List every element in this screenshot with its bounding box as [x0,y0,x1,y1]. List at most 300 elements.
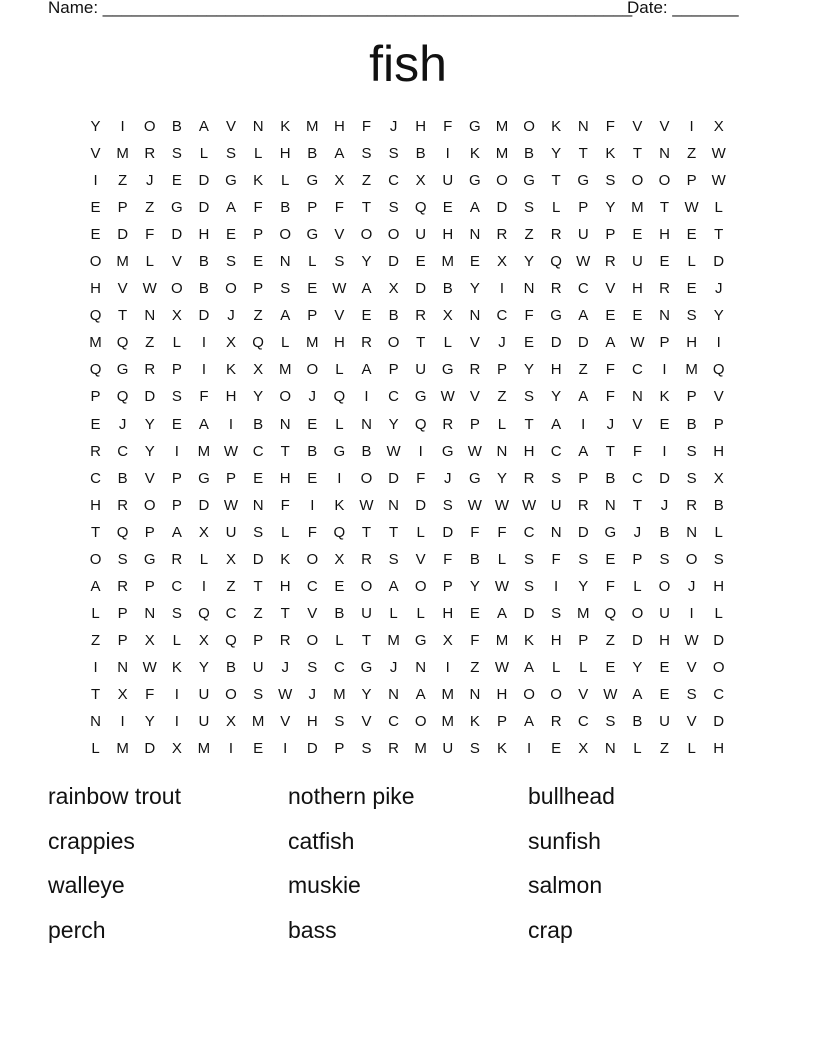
grid-letter: B [659,523,670,541]
grid-letter: E [551,740,562,758]
grid-letter: C [90,469,101,487]
grid-letter: G [225,172,237,190]
grid-letter: N [252,118,264,135]
grid-letter: T [632,145,642,163]
grid-letter: W [711,172,726,190]
grid-letter: C [171,577,183,595]
grid-letter: P [144,577,155,595]
grid-letter: J [687,577,696,595]
grid-letter: S [469,740,480,758]
page-title: fish [369,36,447,92]
grid-letter: E [253,740,264,758]
grid-letter: T [416,334,426,352]
grid-letter: D [713,631,725,649]
grid-letter: M [278,361,292,379]
grid-letter: H [713,740,725,758]
grid-letter: Y [144,415,155,433]
grid-letter: Y [578,577,589,595]
grid-letter: B [686,415,697,433]
grid-letter: G [550,307,562,325]
grid-letter: R [171,550,183,568]
grid-letter: J [118,415,127,433]
grid-letter: N [469,685,481,703]
grid-letter: Z [226,577,236,595]
grid-letter: L [389,604,398,622]
grid-letter: J [145,172,154,190]
grid-letter: U [361,604,372,622]
grid-letter: L [687,740,696,758]
grid-letter: O [360,577,373,595]
grid-letter: V [632,415,643,433]
grid-letter: S [605,172,616,190]
grid-letter: K [280,118,291,135]
word-list-item: crappies [48,827,135,854]
grid-letter: Q [550,253,562,271]
grid-letter: Q [89,361,102,379]
grid-letter: R [279,631,291,649]
grid-letter: D [117,226,129,244]
grid-letter: Y [361,253,372,271]
grid-letter: Q [333,388,346,406]
grid-letter: E [659,685,670,703]
grid-letter: X [226,334,237,352]
grid-letter: I [526,740,532,758]
word-list-item: crap [528,916,573,943]
grid-letter: T [388,523,399,541]
grid-letter: M [387,631,400,649]
grid-letter: C [388,172,399,190]
grid-letter: L [416,604,425,622]
grid-letter: W [494,496,510,514]
grid-letter: Y [551,145,562,163]
grid-letter: V [307,604,318,622]
grid-letter: G [198,469,210,487]
grid-letter: A [226,199,237,217]
grid-letter: D [713,253,725,271]
grid-letter: F [443,550,453,568]
grid-letter: S [171,604,182,622]
grid-letter: M [116,253,129,271]
grid-letter: P [713,415,724,433]
grid-letter: V [280,713,291,731]
word-list-item: walleye [48,872,125,898]
grid-letter: J [308,685,317,703]
grid-letter: Y [605,199,616,217]
grid-letter: L [199,550,209,568]
grid-letter: E [307,280,318,298]
grid-letter: N [117,658,129,676]
grid-letter: E [361,307,372,325]
grid-letter: T [280,442,290,460]
grid-letter: F [605,361,615,379]
grid-letter: H [306,713,318,731]
grid-letter: S [307,658,318,676]
grid-letter: N [144,604,156,622]
grid-letter: D [523,604,535,622]
grid-letter: V [334,307,345,325]
grid-letter: E [659,658,670,676]
grid-letter: W [386,442,401,460]
grid-letter: H [279,145,291,163]
grid-letter: B [524,145,535,163]
grid-letter: M [333,685,346,703]
grid-letter: O [523,118,535,135]
grid-letter: F [470,631,480,649]
grid-letter: S [361,740,372,758]
grid-letter: P [686,172,697,190]
grid-letter: L [281,334,290,352]
grid-letter: P [334,740,345,758]
grid-letter: J [444,469,452,487]
grid-letter: L [551,658,561,676]
grid-letter: I [201,334,206,352]
grid-letter: I [93,172,98,190]
letter-grid [82,113,732,762]
grid-letter: U [225,523,237,541]
grid-letter: S [388,550,399,568]
grid-letter: I [418,442,423,460]
grid-letter: P [659,334,670,352]
grid-letter: N [415,658,427,676]
grid-letter: C [388,388,399,406]
grid-letter: G [604,523,617,541]
grid-letter: Q [252,334,264,352]
name-field-label: Name: ________________________________________________________ [48,0,633,17]
grid-letter: P [496,361,507,379]
grid-letter: G [116,361,129,379]
grid-letter: L [497,550,507,568]
grid-letter: F [145,685,155,703]
grid-letter: Y [713,307,724,325]
grid-letter: N [144,307,156,325]
grid-letter: F [253,199,263,217]
grid-letter: E [605,550,616,568]
word-list-item: sunfish [528,827,601,854]
grid-letter: P [469,415,480,433]
grid-letter: T [524,415,534,433]
grid-letter: R [388,740,399,758]
grid-letter: B [226,658,237,676]
word-list-item: perch [48,916,106,943]
grid-letter: O [387,334,400,352]
date-field-label: Date: _______ [627,0,739,17]
grid-letter: U [198,685,210,703]
grid-letter: S [334,713,345,731]
grid-letter: D [144,740,156,758]
grid-letter: W [440,388,455,406]
grid-letter: Y [144,442,155,460]
grid-letter: N [604,496,616,514]
grid-letter: C [306,577,318,595]
grid-letter: O [306,361,319,379]
grid-letter: H [279,577,291,595]
grid-letter: O [658,172,671,190]
grid-letter: W [142,280,157,298]
grid-letter: B [442,280,453,298]
grid-letter: V [361,713,372,731]
grid-letter: C [577,713,589,731]
grid-letter: O [523,685,535,703]
grid-letter: L [308,253,317,271]
grid-letter: T [361,199,372,217]
grid-letter: J [227,307,235,325]
grid-letter: H [632,280,643,298]
grid-letter: A [632,685,643,703]
grid-letter: Z [659,740,670,758]
grid-letter: E [90,415,101,433]
grid-letter: P [253,226,264,244]
word-list-item: muskie [288,872,361,898]
grid-letter: L [172,334,181,352]
grid-letter: F [497,523,507,541]
grid-letter: A [388,577,399,595]
word-list-item: rainbow trout [48,783,181,809]
word-list-item: catfish [288,827,355,854]
grid-letter: O [279,226,292,244]
grid-letter: S [117,550,128,568]
grid-letter: O [143,496,156,514]
grid-letter: R [117,577,129,595]
grid-letter: R [577,496,589,514]
grid-letter: E [90,226,101,244]
grid-letter: W [684,631,699,649]
grid-letter: I [201,577,206,595]
grid-letter: X [415,172,426,190]
grid-letter: E [253,469,264,487]
grid-letter: N [496,442,508,460]
grid-letter: R [496,226,508,244]
grid-letter: R [550,713,562,731]
grid-letter: M [89,334,102,352]
grid-letter: W [278,685,293,703]
grid-letter: P [90,388,101,406]
grid-letter: E [659,253,670,271]
grid-letter: O [89,550,102,568]
grid-letter: S [524,550,535,568]
grid-letter: F [470,523,480,541]
grid-letter: O [89,253,102,271]
grid-letter: A [171,523,182,541]
grid-letter: I [662,361,667,379]
grid-letter: W [684,199,699,217]
grid-letter: G [170,199,183,217]
grid-letter: Z [253,307,263,325]
grid-letter: D [442,523,454,541]
grid-letter: A [361,361,372,379]
word-list-item: nothern pike [288,783,415,809]
grid-letter: F [280,496,290,514]
grid-letter: Z [687,145,697,163]
grid-letter: P [578,631,589,649]
grid-letter: D [198,307,210,325]
grid-letter: X [226,550,237,568]
grid-letter: D [388,469,399,487]
grid-letter: U [198,713,210,731]
grid-letter: N [279,415,291,433]
grid-letter: H [713,577,725,595]
grid-letter: M [306,334,319,352]
grid-letter: A [198,415,209,433]
grid-letter: J [281,658,289,676]
grid-letter: Z [361,172,372,190]
grid-letter: H [686,334,698,352]
grid-letter: N [361,415,372,433]
grid-letter: J [498,334,506,352]
grid-letter: S [713,550,724,568]
grid-letter: S [524,577,535,595]
grid-letter: G [333,442,346,460]
grid-letter: V [713,388,724,406]
grid-letter: N [469,226,481,244]
grid-letter: C [523,523,535,541]
grid-letter: O [631,172,644,190]
grid-letter: Z [578,361,588,379]
grid-letter: F [605,118,615,135]
grid-letter: F [605,388,615,406]
grid-letter: D [171,226,183,244]
grid-letter: S [686,442,697,460]
grid-letter: O [360,469,373,487]
grid-letter: A [469,199,480,217]
grid-letter: C [550,442,562,460]
grid-letter: Z [497,388,507,406]
grid-letter: Q [604,604,617,622]
grid-letter: F [524,307,534,325]
grid-letter: W [223,496,239,514]
grid-letter: L [579,658,588,676]
grid-letter: H [550,361,562,379]
grid-letter: A [361,280,372,298]
grid-letter: H [442,604,454,622]
grid-letter: G [469,469,481,487]
grid-letter: I [120,713,125,731]
grid-letter: V [578,685,589,703]
grid-letter: C [333,658,345,676]
grid-letter: N [523,280,535,298]
grid-letter: S [551,469,562,487]
grid-letter: T [714,226,724,244]
grid-letter: O [279,388,292,406]
grid-letter: A [198,118,209,135]
grid-letter: M [197,442,211,460]
grid-letter: I [310,496,315,514]
grid-letter: C [632,469,643,487]
grid-letter: D [252,550,264,568]
grid-letter: I [445,658,450,676]
grid-letter: T [118,307,128,325]
grid-letter: N [388,496,399,514]
grid-letter: L [687,253,696,271]
grid-letter: K [171,658,182,676]
grid-letter: G [441,361,454,379]
grid-letter: U [632,253,643,271]
grid-letter: W [494,658,510,676]
grid-letter: W [142,658,157,676]
grid-letter: F [145,226,155,244]
grid-letter: Z [605,631,615,649]
grid-letter: O [414,713,427,731]
grid-letter: O [360,226,373,244]
grid-letter: O [170,280,183,298]
grid-letter: N [577,118,589,135]
grid-letter: G [143,550,156,568]
grid-letter: V [171,253,182,271]
grid-letter: F [416,469,426,487]
grid-letter: Q [414,199,427,217]
grid-letter: P [253,631,264,649]
grid-letter: R [550,226,562,244]
grid-letter: W [576,253,591,271]
grid-letter: Q [414,415,427,433]
grid-letter: Y [524,253,535,271]
grid-letter: S [686,685,697,703]
grid-letter: H [198,226,210,244]
grid-letter: L [281,523,290,541]
grid-letter: P [144,523,155,541]
grid-letter: H [523,442,535,460]
grid-letter: H [333,334,345,352]
grid-letter: S [171,388,182,406]
word-list-item: bass [288,916,337,943]
grid-letter: P [171,469,182,487]
grid-letter: D [415,496,427,514]
grid-letter: L [497,415,507,433]
grid-letter: E [632,307,643,325]
grid-letter: Y [253,388,264,406]
grid-letter: L [199,145,209,163]
grid-letter: R [659,280,670,298]
grid-letter: M [116,740,129,758]
grid-letter: I [445,145,450,163]
grid-letter: A [524,713,535,731]
grid-letter: B [198,280,209,298]
grid-letter: P [388,361,399,379]
grid-letter: P [171,361,182,379]
grid-letter: A [90,577,101,595]
grid-letter: P [117,631,128,649]
grid-letter: V [469,388,480,406]
grid-letter: L [714,523,723,541]
grid-letter: O [712,658,725,676]
grid-letter: L [91,740,100,758]
grid-letter: G [414,388,427,406]
grid-letter: G [577,172,590,190]
grid-letter: E [226,226,237,244]
grid-letter: N [659,307,670,325]
grid-letter: I [716,334,721,352]
grid-letter: X [713,469,724,487]
grid-letter: X [713,118,724,135]
grid-letter: X [253,361,264,379]
grid-letter: B [171,118,182,135]
grid-letter: I [174,713,179,731]
grid-letter: Y [361,685,372,703]
grid-letter: F [199,388,209,406]
grid-letter: R [415,307,427,325]
grid-letter: V [117,280,128,298]
grid-letter: P [496,713,507,731]
grid-letter: E [253,253,264,271]
grid-letter: M [631,199,644,217]
grid-letter: F [605,577,615,595]
grid-letter: H [90,496,101,514]
grid-letter: U [659,713,670,731]
grid-letter: R [686,496,698,514]
grid-letter: Z [470,658,480,676]
grid-letter: X [496,253,507,271]
grid-letter: S [605,713,616,731]
grid-letter: L [335,415,344,433]
